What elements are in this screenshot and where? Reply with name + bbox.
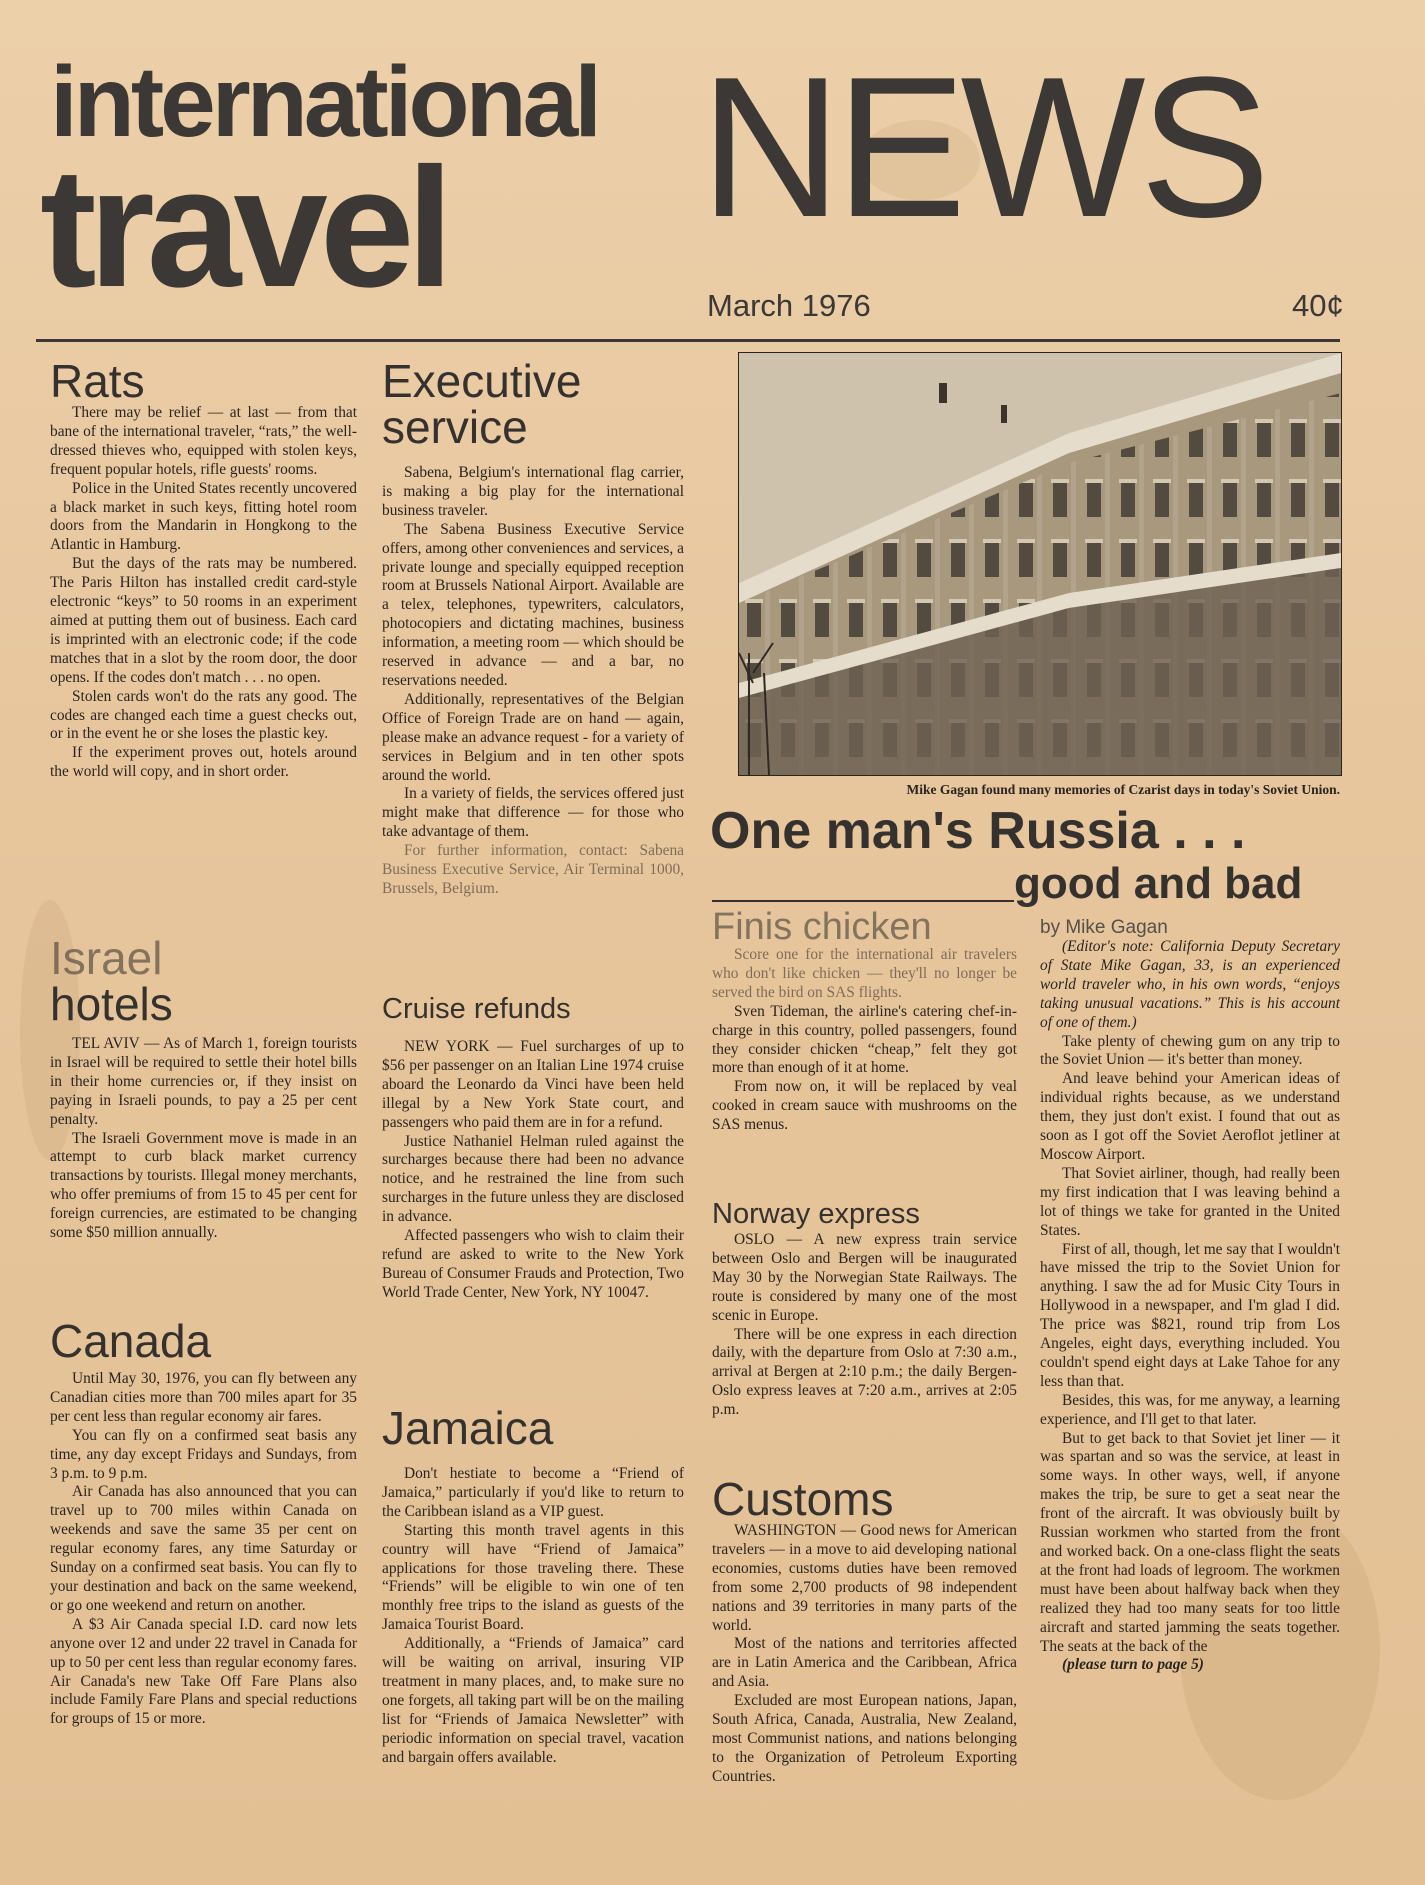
canada-paragraph: Air Canada has also announced that you can travel up to 700 miles within Canada on weekends and save the same 35 per cent on regular economy fares, any time Saturday or Sunday on a confirmed seat basis. You can fly to your destination and back on the same weekend, or go one weekend and return on another. bbox=[50, 1483, 357, 1614]
finis-paragraph: Sven Tideman, the airline's catering chef-in-charge in this country, polled passengers, found they consider chicken “cheap,” felt they got more than enough of it at home. bbox=[712, 1002, 1017, 1077]
article-rats bbox=[50, 355, 357, 782]
rats-paragraph: But the days of the rats may be numbered. The Paris Hilton has installed credit card-style electronic “keys” to 50 rooms in an experiment aimed at putting them out of business. Each card is imprinted with an electronic code; if the code matches that in a slot by the room door, the door opens. If the codes don't match . . . no open. bbox=[50, 555, 357, 686]
cruise-paragraph: Affected passengers who wish to claim their refund are asked to write to the New York Bureau of Consumer Frauds and Protection, Two World Trade Center, New York, NY 10047. bbox=[382, 1227, 684, 1301]
israel-headline-1: Israel bbox=[50, 932, 163, 984]
russia-paragraph: And leave behind your American ideas of individual rights because, as we understand them, they just don't exist. I found that out as soon as I got off the Soviet Aeroflot jetliner at Moscow Airport. bbox=[1040, 1070, 1340, 1163]
executive-paragraph: For further information, contact: Sabena Business Executive Service, Air Terminal 1000, Brussels, Belgium. bbox=[382, 842, 684, 897]
executive-headline-2: service bbox=[382, 401, 528, 453]
finis-headline: Finis chicken bbox=[712, 906, 932, 948]
norway-paragraph: There will be one express in each direction daily, with the departure from Oslo at 7:30 a.m., arrival at Bergen at 2:10 p.m.; the daily Bergen-Oslo express leaves at 7:20 a.m., arrives at 2:05 p.m. bbox=[712, 1325, 1017, 1419]
rats-paragraph: Stolen cards won't do the rats any good. The codes are changed each time a guest checks out, or in the event he or she loses the plastic key. bbox=[50, 687, 357, 743]
executive-paragraph: Additionally, representatives of the Belgian Office of Foreign Trade are on hand — again, please make an advance request - for a variety of services in Belgium and in ten other spots around the world. bbox=[382, 690, 684, 784]
headline-rule bbox=[712, 900, 1014, 902]
cruise-headline: Cruise refunds bbox=[382, 993, 571, 1025]
jamaica-paragraph: Don't hestiate to become a “Friend of Jamaica,” particularly if you'd like to return to the Caribbean island as a VIP guest. bbox=[382, 1465, 684, 1520]
norway-paragraph: OSLO — A new express train service between Oslo and Bergen will be inaugurated May 30 by the Norwegian State Railways. The route is considered by many one of the most scenic in Europe. bbox=[712, 1231, 1017, 1324]
article-one-mans-russia bbox=[1040, 938, 1340, 1675]
continued-jump-line[interactable]: (please turn to page 5) bbox=[1062, 1656, 1204, 1674]
executive-paragraph: The Sabena Business Executive Service offers, among other conveniences and services, a private lounge and specially equipped reception room at Brussels National Airport. Available are a telex, telephones, typewriters, calculators, photocopiers and dictating machines, business information, a meeting room — which should be reserved in advance — and a bar, no reservations needed. bbox=[382, 520, 684, 689]
executive-headline-1: Executive bbox=[382, 355, 582, 407]
israel-paragraph: The Israeli Government move is made in an attempt to curb black market currency transactions by tourists. Illegal money merchants, who offer premiums of from 15 to 45 per cent for foreign currencies, are estimated to be changing some $50 million annually. bbox=[50, 1129, 357, 1242]
jamaica-paragraph: Additionally, a “Friends of Jamaica” card will be waiting on arrival, insuring VIP treatment in many places, and, to make sure no one forgets, all taking part will be on the mailing list for “Friends of Jamaica Newsletter” with periodic information on special travel, vacation and bargain offers available. bbox=[382, 1635, 684, 1766]
photo-caption: Mike Gagan found many memories of Czarist days in today's Soviet Union. bbox=[906, 782, 1340, 797]
finis-paragraph: Score one for the international air travelers who don't like chicken — they'll no longer be served the bird on SAS flights. bbox=[712, 946, 1017, 1001]
customs-paragraph: Most of the nations and territories affected are in Latin America and the Caribbean, Africa and Asia. bbox=[712, 1635, 1017, 1691]
norway-headline: Norway express bbox=[712, 1198, 920, 1230]
customs-headline: Customs bbox=[712, 1473, 894, 1525]
canada-headline: Canada bbox=[50, 1315, 212, 1367]
israel-headline-2: hotels bbox=[50, 978, 173, 1030]
jamaica-headline: Jamaica bbox=[382, 1402, 554, 1454]
executive-paragraph: In a variety of fields, the services offered just might make that difference — for those who take advantage of them. bbox=[382, 785, 684, 841]
finis-paragraph: From now on, it will be replaced by veal cooked in cream sauce with mushrooms on the SAS menus. bbox=[712, 1078, 1017, 1134]
russia-paragraph: Besides, this was, for me anyway, a learning experience, and I'll get to that later. bbox=[1040, 1391, 1340, 1428]
article-cruise-refunds bbox=[382, 995, 684, 1303]
article-finis-chicken bbox=[712, 908, 1017, 1135]
canada-paragraph: A $3 Air Canada special I.D. card now lets anyone over 12 and under 22 travel in Canada for up to 50 per cent less than regular economy fares. Air Canada's new Take Off Fare Plans also include Family Fare Plans and special reductions for groups of 15 or more. bbox=[50, 1615, 357, 1728]
russia-headline: One man's Russia . . . bbox=[710, 802, 1246, 860]
article-customs bbox=[712, 1473, 1017, 1787]
jamaica-paragraph: Starting this month travel agents in this country will have “Friend of Jamaica” applications for those traveling there. These “Friends” will be eligible to win one of ten monthly free trips to the island as guests of the Jamaica Tourist Board. bbox=[382, 1521, 684, 1634]
executive-paragraph: Sabena, Belgium's international flag carrier, is making a big play for the international business traveler. bbox=[382, 464, 684, 519]
rats-paragraph: If the experiment proves out, hotels around the world will copy, and in short order. bbox=[50, 744, 357, 781]
cruise-paragraph: NEW YORK — Fuel surcharges of up to $56 per passenger on an Italian Line 1974 cruise aboard the Leonardo da Vinci have been held illegal by a New York State court, and passengers who paid them are in for a refund. bbox=[382, 1038, 684, 1131]
rats-paragraph: There may be relief — at last — from that bane of the international traveler, “rats,” the well-dressed thieves who, equipped with stolen keys, frequent popular hotels, rifle guests' rooms. bbox=[50, 404, 357, 478]
russia-paragraph: Take plenty of chewing gum on any trip to the Soviet Union — it's better than money. bbox=[1040, 1032, 1340, 1069]
article-canada bbox=[50, 1315, 357, 1729]
rats-headline: Rats bbox=[50, 355, 145, 407]
masthead-international: international bbox=[50, 46, 599, 158]
russia-paragraph: That Soviet airliner, though, had really been my first indication that I was leaving behind a lot of things we take for granted in the United States. bbox=[1040, 1164, 1340, 1239]
article-executive-service bbox=[382, 355, 684, 899]
editors-note: (Editor's note: California Deputy Secretary of State Mike Gagan, 33, is an experienced world traveler who, in his own words, “enjoys taking unusual vacations.” This is his account of one of them.) bbox=[1040, 938, 1340, 1031]
israel-paragraph: TEL AVIV — As of March 1, foreign tourists in Israel will be required to settle their hotel bills in their home currencies or, if they insist on paying in Israeli pounds, to pay a 25 per cent penalty. bbox=[50, 1035, 357, 1128]
masthead-travel: travel bbox=[40, 133, 446, 323]
palace-illustration bbox=[739, 353, 1341, 775]
article-jamaica bbox=[382, 1402, 684, 1768]
issue-price: 40¢ bbox=[1292, 288, 1344, 323]
article-israel-hotels bbox=[50, 932, 357, 1243]
russia-paragraph: First of all, though, let me say that I wouldn't have missed the trip to the Soviet Union for anything. I saw the ad for Music City Tours in Hollywood in a newspaper, and I'm glad I did. The price was $821, round trip from Los Angeles, eight days, everything included. You couldn't spend eight days at Lake Tahoe for any less than that. bbox=[1040, 1240, 1340, 1390]
masthead-news: NEWS bbox=[700, 36, 1265, 259]
masthead-rule bbox=[36, 339, 1340, 342]
canada-paragraph: Until May 30, 1976, you can fly between any Canadian cities more than 700 miles apart for 35 per cent less than regular economy air fares. bbox=[50, 1370, 357, 1425]
russia-subheadline: good and bad bbox=[1014, 859, 1303, 908]
customs-paragraph: Excluded are most European nations, Japan, South Africa, Canada, Australia, New Zealand, most Communist nations, and nations belonging to the Organization of Petroleum Exporting Countries. bbox=[712, 1692, 1017, 1785]
russia-paragraph: But to get back to that Soviet jet liner — it was spartan and so was the service, at least in some ways. In other ways, well, if anyone makes the trip, be sure to get a seat near the front of the aircraft. It was obviously built by Russian workmen who started from the front and worked back. On a one-class flight the seats at the front had loads of legroom. The workmen must have been about halfway back when they realized they had too many seats for too little aircraft and started jamming the seats together. The seats at the back of the bbox=[1040, 1429, 1340, 1655]
winter-palace-photo bbox=[738, 352, 1342, 776]
issue-date: March 1976 bbox=[707, 288, 871, 323]
byline: by Mike Gagan bbox=[1040, 917, 1168, 938]
canada-paragraph: You can fly on a confirmed seat basis any time, any day except Fridays and Sundays, from 3 p.m. to 9 p.m. bbox=[50, 1426, 357, 1482]
cruise-paragraph: Justice Nathaniel Helman ruled against the surcharges because there had been no advance notice, and he restrained the line from such surcharges in the future unless they are disclosed in advance. bbox=[382, 1132, 684, 1226]
rats-paragraph: Police in the United States recently uncovered a black market in such keys, fitting hotel room doors from the Mandarin in Hongkong to the Atlantic in Hamburg. bbox=[50, 479, 357, 554]
customs-paragraph: WASHINGTON — Good news for American travelers — in a move to aid developing national economies, customs duties have been removed from some 2,700 products of 98 independent nations and 39 territories in many parts of the world. bbox=[712, 1522, 1017, 1634]
article-norway-express bbox=[712, 1200, 1017, 1420]
